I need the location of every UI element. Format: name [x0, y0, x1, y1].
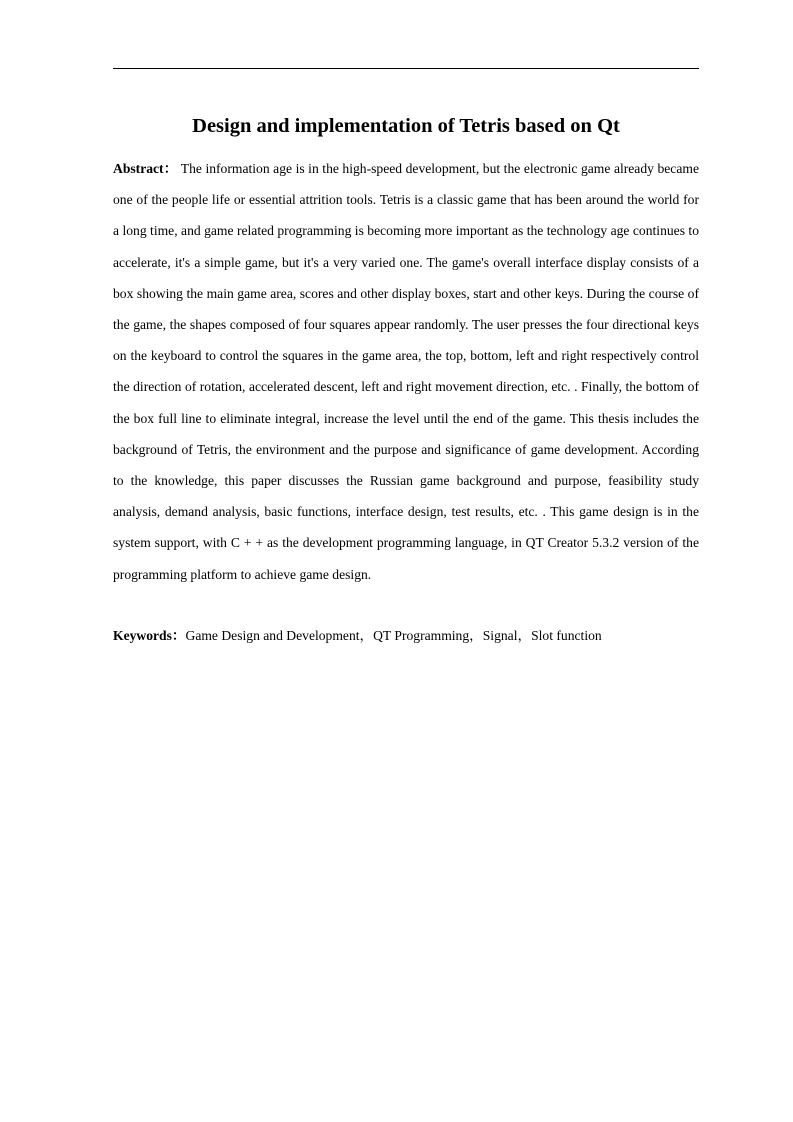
keywords-label: Keywords： — [113, 628, 186, 643]
abstract-text: The information age is in the high-speed development, but the electronic game already became one of the people life or essential attrition tools. Tetris is a classic game that has been around the world for a long time, and game related programming is becoming more important as the technology age continues to accelerate, it's a simple game, but it's a very varied one. The game's overall interface display consists of a box showing the main game area, scores and other display boxes, start and other keys. During the course of the game, the shapes composed of four squares appear randomly. The user presses the four directional keys on the keyboard to control the squares in the game area, the top, bottom, left and right respectively control the direction of rotation, accelerated descent, left and right movement direction, etc. . Finally, the bottom of the box full line to eliminate integral, increase the level until the end of the game. This thesis includes the background of Tetris, the environment and the purpose and significance of game development. According to the knowledge, this paper discusses the Russian game background and purpose, feasibility study analysis, demand analysis, basic functions, interface design, test results, etc. . This game design is in the system support, with C + + as the development programming language, in QT Creator 5.3.2 version of the programming platform to achieve game design. — [113, 161, 699, 582]
abstract-paragraph — [113, 153, 699, 590]
header-rule — [113, 68, 699, 69]
abstract-label: Abstract： — [113, 161, 178, 176]
paper-title: Design and implementation of Tetris based on Qt — [192, 115, 620, 137]
keywords-text: Game Design and Development，QT Programming，Signal，Slot function — [185, 628, 602, 643]
keywords-line — [113, 622, 699, 650]
